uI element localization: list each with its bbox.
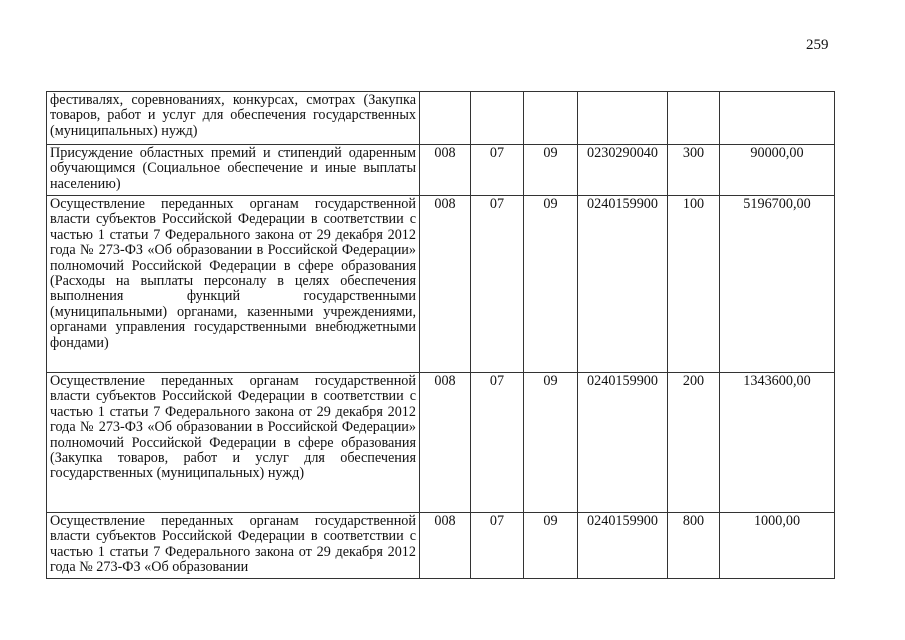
- section-code: 07: [471, 145, 524, 196]
- amount-value: 1000,00: [720, 513, 835, 579]
- row-description: Осуществление переданных органам государственной власти субъектов Российской Федерации в соответствии с частью 1 статьи 7 Федерального закона от 29 декабря 2012 года № 273-ФЗ «Об образовании: [47, 513, 420, 579]
- expense-type-code: 800: [668, 513, 720, 579]
- expense-type-code: [668, 92, 720, 145]
- page-number: 259: [806, 37, 829, 53]
- section-code: 07: [471, 196, 524, 373]
- row-description: Осуществление переданных органам государственной власти субъектов Российской Федерации в соответствии с частью 1 статьи 7 Федерального закона от 29 декабря 2012 года № 273-ФЗ «Об образовании в Российской Федерации» полномочий Российской Федерации в сфере образования (Закупка товаров, работ и услуг для обеспечения государственных (муниципальных) нужд): [47, 373, 420, 513]
- ministry-code: 008: [420, 145, 471, 196]
- target-article-code: 0240159900: [578, 513, 668, 579]
- ministry-code: 008: [420, 373, 471, 513]
- table-row: [47, 373, 835, 513]
- ministry-code: 008: [420, 196, 471, 373]
- table-row: [47, 513, 835, 579]
- expense-type-code: 100: [668, 196, 720, 373]
- row-description: Осуществление переданных органам государственной власти субъектов Российской Федерации в соответствии с частью 1 статьи 7 Федерального закона от 29 декабря 2012 года № 273-ФЗ «Об образовании в Российской Федерации» полномочий Российской Федерации в сфере образования (Расходы на выплаты персоналу в целях обеспечения выполнения функций государственными (муниципальными) органами, казенными учреждениями, органами управления государственными внебюджетными фондами): [47, 196, 420, 373]
- amount-value: 1343600,00: [720, 373, 835, 513]
- subsection-code: 09: [524, 196, 578, 373]
- target-article-code: [578, 92, 668, 145]
- table-row: [47, 145, 835, 196]
- amount-value: 5196700,00: [720, 196, 835, 373]
- subsection-code: 09: [524, 145, 578, 196]
- section-code: 07: [471, 513, 524, 579]
- subsection-code: 09: [524, 373, 578, 513]
- target-article-code: 0230290040: [578, 145, 668, 196]
- section-code: [471, 92, 524, 145]
- amount-value: 90000,00: [720, 145, 835, 196]
- budget-table: [46, 91, 835, 579]
- section-code: 07: [471, 373, 524, 513]
- subsection-code: 09: [524, 513, 578, 579]
- ministry-code: 008: [420, 513, 471, 579]
- table-row: [47, 92, 835, 145]
- expense-type-code: 200: [668, 373, 720, 513]
- subsection-code: [524, 92, 578, 145]
- expense-type-code: 300: [668, 145, 720, 196]
- ministry-code: [420, 92, 471, 145]
- table-row: [47, 196, 835, 373]
- target-article-code: 0240159900: [578, 373, 668, 513]
- row-description: Присуждение областных премий и стипендий одаренным обучающимся (Социальное обеспечение и иные выплаты населению): [47, 145, 420, 196]
- amount-value: [720, 92, 835, 145]
- target-article-code: 0240159900: [578, 196, 668, 373]
- row-description: фестивалях, соревнованиях, конкурсах, смотрах (Закупка товаров, работ и услуг для обеспечения государственных (муниципальных) нужд): [47, 92, 420, 145]
